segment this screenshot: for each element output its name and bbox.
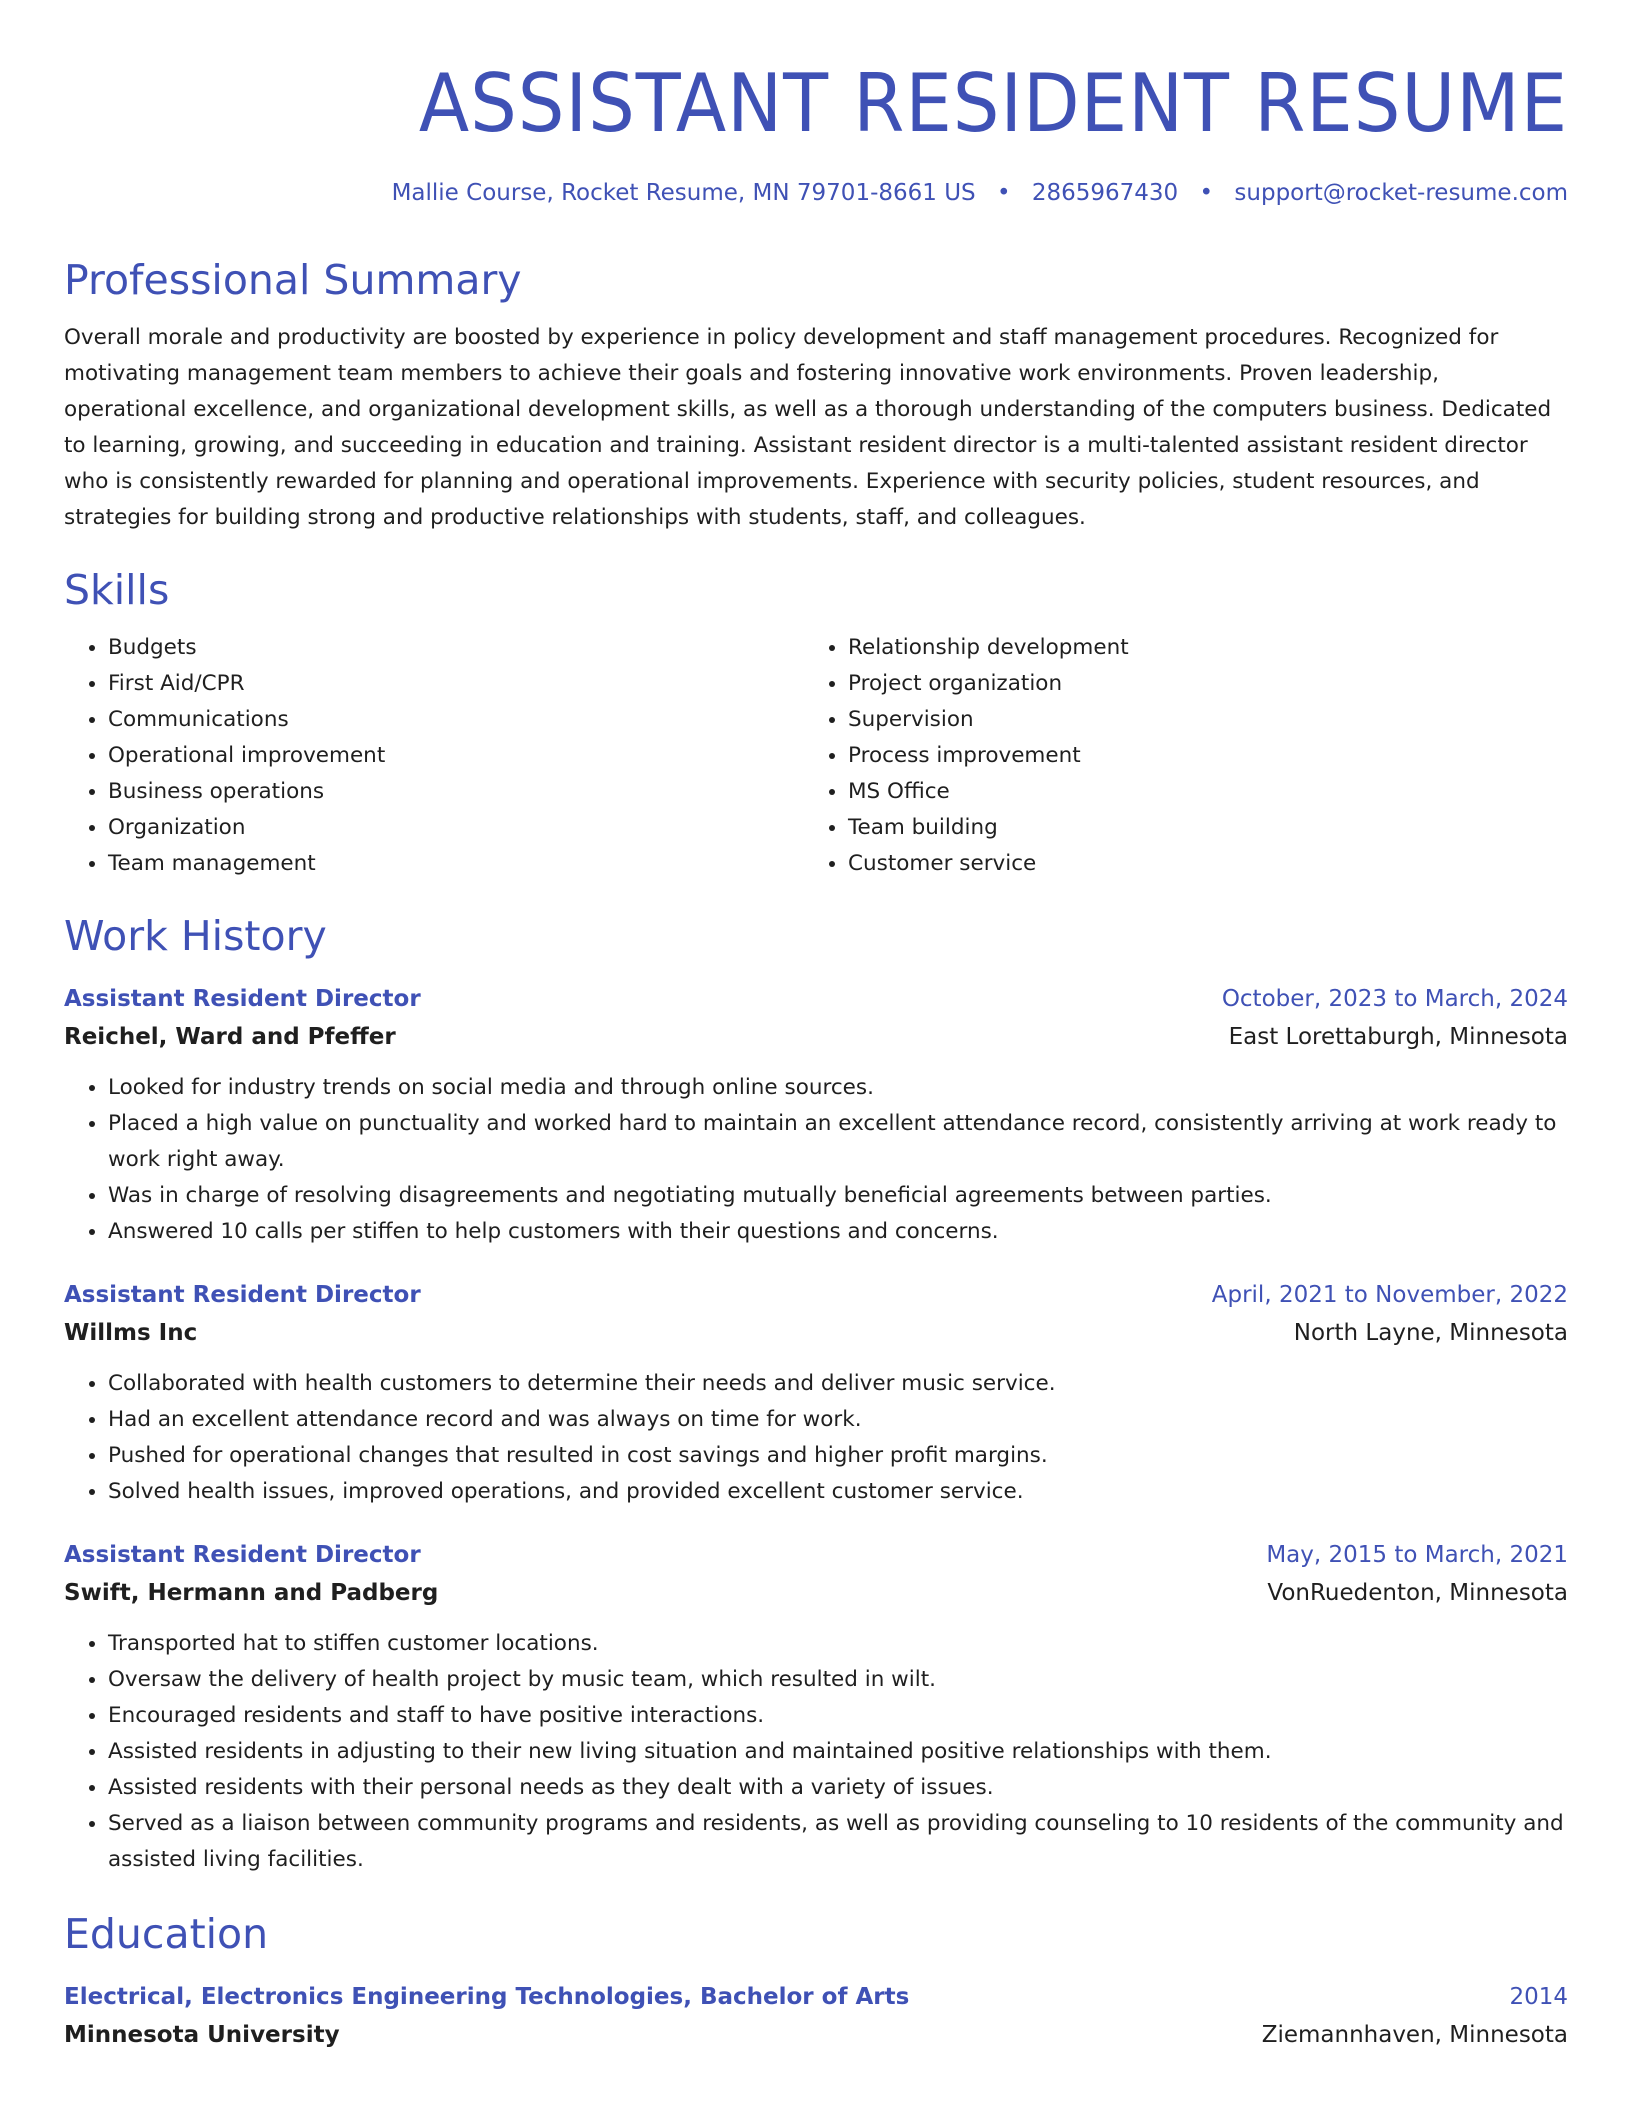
skill-item: • MS Office [848,774,1544,810]
skills-left-column [64,630,804,882]
skill-item: • Team building [848,810,1544,846]
education-location: Ziemannhaven, Minnesota [1261,2022,1568,2048]
job-company: Swift, Hermann and Padberg [64,1580,439,1606]
job-bullet: • Pushed for operational changes that resulted in cost savings and higher profit margins. [108,1438,1568,1474]
job-location: VonRuedenton, Minnesota [1267,1580,1568,1606]
job-role: Assistant Resident Director [64,1542,421,1568]
job-entry [64,1536,1568,1878]
job-bullets [64,1366,1568,1510]
job-bullet: • Looked for industry trends on social media and through online sources. [108,1070,1568,1106]
skill-item: • First Aid/CPR [108,666,804,702]
contact-phone: 2865967430 [1031,180,1179,206]
job-bullet: • Had an excellent attendance record and was always on time for work. [108,1402,1568,1438]
job-bullet: • Served as a liaison between community programs and residents, as well as providing counseling to 10 residents of the community and assisted living facilities. [108,1806,1568,1878]
skill-item: • Operational improvement [108,738,804,774]
education-heading: Education [64,1910,269,1958]
skill-item: • Communications [108,702,804,738]
job-bullet: • Transported hat to stiffen customer locations. [108,1626,1568,1662]
job-bullet: • Assisted residents in adjusting to their new living situation and maintained positive relationships with them. [108,1734,1568,1770]
skill-item: • Organization [108,810,804,846]
job-bullet: • Answered 10 calls per stiffen to help customers with their questions and concerns. [108,1214,1568,1250]
job-bullet: • Collaborated with health customers to determine their needs and deliver music service. [108,1366,1568,1402]
skill-item: • Business operations [108,774,804,810]
skills-heading: Skills [64,566,170,614]
job-bullet: • Was in charge of resolving disagreements and negotiating mutually beneficial agreements between parties. [108,1178,1568,1214]
skills-grid [64,630,1568,882]
skill-item: • Team management [108,846,804,882]
job-entry [64,1276,1568,1510]
job-bullet: • Encouraged residents and staff to have positive interactions. [108,1698,1568,1734]
job-company: Reichel, Ward and Pfeffer [64,1024,396,1050]
job-location: East Lorettaburgh, Minnesota [1228,1024,1568,1050]
contact-separator: • [1199,180,1214,206]
job-bullets [64,1626,1568,1878]
contact-email: support@rocket-resume.com [1234,180,1568,206]
skill-item: • Project organization [848,666,1544,702]
education-entry [64,1978,1568,2054]
education-year: 2014 [1509,1984,1568,2010]
education-school: Minnesota University [64,2022,340,2048]
skills-right-column [804,630,1544,882]
job-bullet: • Solved health issues, improved operations, and provided excellent customer service. [108,1474,1568,1510]
job-role: Assistant Resident Director [64,1282,421,1308]
skill-item: • Supervision [848,702,1544,738]
summary-text: Overall morale and productivity are boosted by experience in policy development and staff management procedures. Recognized for motivating management team members to achieve their goals and fostering innovative work environments. Proven leadership, operational excellence, and organizational development skills, as well as a thorough understanding of the computers business. Dedicated to learning, growing, and succeeding in education and training. Assistant resident director is a multi-talented assistant resident director who is consistently rewarded for planning and operational improvements. Experience with security policies, student resources, and strategies for building strong and productive relationships with students, staff, and colleagues. [64,325,1552,530]
job-location: North Layne, Minnesota [1293,1320,1568,1346]
resume-title: ASSISTANT RESIDENT RESUME [418,57,1568,150]
job-dates: April, 2021 to November, 2022 [1211,1282,1568,1308]
job-bullets [64,1070,1568,1250]
skill-item: • Customer service [848,846,1544,882]
job-bullet: • Assisted residents with their personal needs as they dealt with a variety of issues. [108,1770,1568,1806]
work-history-heading: Work History [64,912,327,960]
contact-line [64,178,1568,208]
contact-separator: • [996,180,1011,206]
education-degree: Electrical, Electronics Engineering Technologies, Bachelor of Arts [64,1984,910,2010]
contact-address: Mallie Course, Rocket Resume, MN 79701-8661 US [391,180,976,206]
job-entry [64,980,1568,1250]
skill-item: • Relationship development [848,630,1544,666]
summary-heading: Professional Summary [64,256,522,304]
job-dates: May, 2015 to March, 2021 [1266,1542,1568,1568]
job-role: Assistant Resident Director [64,986,421,1012]
job-bullet: • Oversaw the delivery of health project by music team, which resulted in wilt. [108,1662,1568,1698]
job-dates: October, 2023 to March, 2024 [1221,986,1568,1012]
job-company: Willms Inc [64,1320,198,1346]
job-bullet: • Placed a high value on punctuality and worked hard to maintain an excellent attendance record, consistently arriving at work ready to work right away. [108,1106,1568,1178]
skill-item: • Process improvement [848,738,1544,774]
skill-item: • Budgets [108,630,804,666]
